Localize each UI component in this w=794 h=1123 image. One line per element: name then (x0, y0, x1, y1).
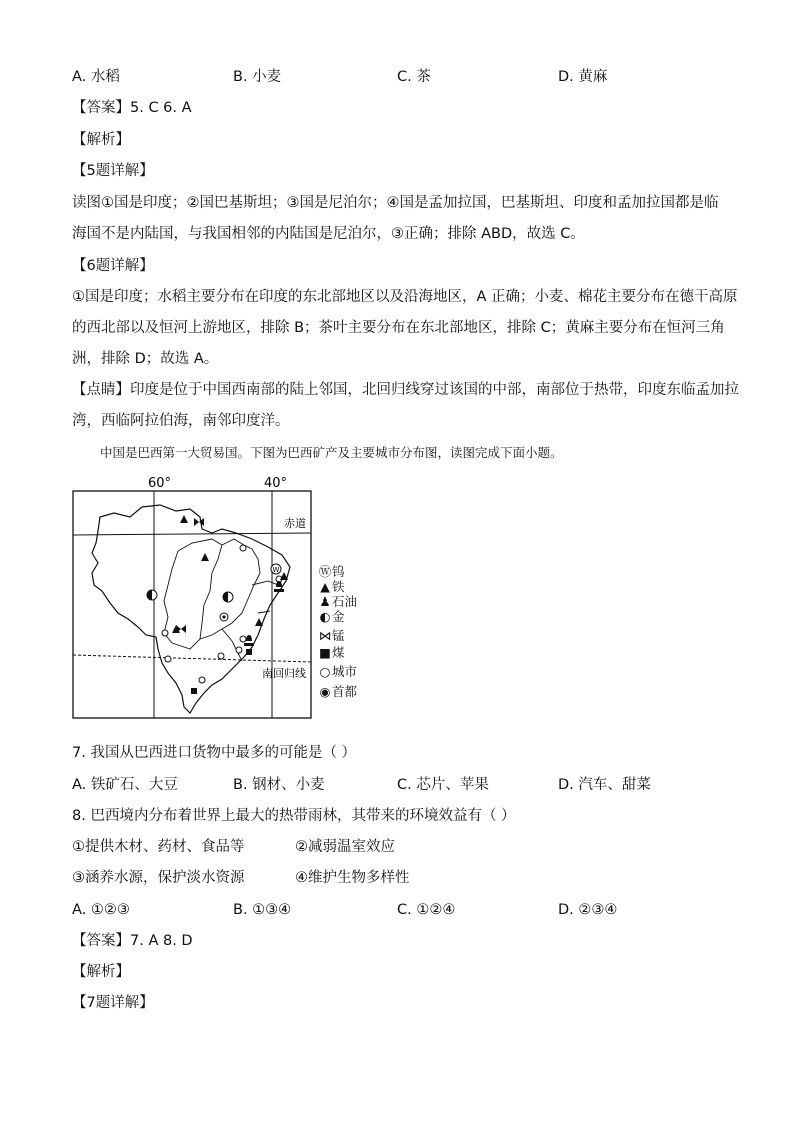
city-icon: ○ (319, 664, 331, 679)
q7-option-d: D. 汽车、甜菜 (558, 777, 651, 793)
iron-icon: ▲ (320, 579, 330, 594)
tungsten-icon: Ⓦ (318, 564, 332, 579)
legend-item-coal: ■煤 (319, 645, 345, 660)
q8-option-b: B. ①③④ (233, 902, 292, 918)
analysis-heading-1: 【解析】 (72, 132, 130, 148)
gold-icon: ◐ (319, 609, 331, 624)
q5-text-line-1: 读图①国是印度；②国巴基斯坦；③国是尼泊尔；④国是孟加拉国，巴基斯坦、印度和孟加拉国都是临 (72, 195, 719, 211)
q8-item-4: ④维护生物多样性 (295, 870, 410, 886)
city-marker (240, 636, 246, 642)
option-b: B. 小麦 (233, 69, 282, 85)
option-c: C. 茶 (397, 69, 431, 85)
q8-item-1: ①提供木材、药材、食品等 (72, 839, 245, 855)
legend-item-iron: ▲ 铁 (318, 579, 345, 595)
option-a: A. 水稻 (72, 69, 120, 85)
answer-text: 5. C 6. A (130, 100, 192, 116)
q8-stem: 8. 巴西境内分布着世界上最大的热带雨林，其带来的环境效益有（ ） (72, 808, 516, 824)
q6-heading: 【6题详解】 (72, 258, 154, 274)
tip-line-1: 【点睛】印度是位于中国西南部的陆上邻国，北回归线穿过该国的中部，南部位于热带，印度东临孟加拉 (72, 382, 739, 398)
manganese-icon: ⋈ (318, 628, 332, 643)
coal-icon: ■ (319, 645, 331, 660)
q7-heading: 【7题详解】 (72, 995, 154, 1011)
coal-marker (191, 688, 197, 694)
city-marker (165, 656, 171, 662)
legend-item-manganese: ⋈锰 (318, 628, 345, 643)
q8-item-3: ③涵养水源，保护淡水资源 (72, 870, 245, 886)
city-marker (240, 545, 246, 551)
equator-label: 赤道 (284, 517, 306, 530)
longitude-40-label: 40° (264, 476, 288, 491)
longitude-60-label: 60° (148, 476, 172, 491)
intro-text: 中国是巴西第一大贸易国。下图为巴西矿产及主要城市分布图，读图完成下面小题。 (100, 445, 563, 460)
legend-item-capital: ◉ 首都 (319, 684, 358, 699)
capital-icon: ◉ (319, 684, 331, 699)
answer-text: 7. A 8. D (130, 933, 193, 949)
coal-marker (246, 649, 252, 655)
legend-item-tungsten: Ⓦ钨 (318, 564, 345, 579)
q5-text-line-2: 海国不是内陆国，与我国相邻的内陆国是尼泊尔，③正确；排除 ABD，故选 C。 (72, 226, 585, 242)
answer-line-1 (72, 98, 192, 118)
tip-line-2: 湾，西临阿拉伯海，南邻印度洋。 (72, 413, 290, 429)
city-marker (236, 647, 242, 653)
legend-item-oil: ♟石油 (319, 594, 358, 609)
q8-option-a: A. ①②③ (72, 902, 130, 918)
answer-label: 【答案】 (72, 933, 130, 949)
q6-text-line-1: ①国是印度；水稻主要分布在印度的东北部地区以及沿海地区，A 正确；小麦、棉花主要分布在德干高原 (72, 289, 738, 305)
oil-icon: ♟ (319, 594, 331, 609)
answer-label: 【答案】 (72, 100, 130, 116)
q8-option-c: C. ①②④ (397, 902, 456, 918)
city-marker (218, 653, 224, 659)
analysis-heading-2: 【解析】 (72, 964, 130, 980)
capital-marker-dot (222, 615, 225, 618)
q7-option-a: A. 铁矿石、大豆 (72, 777, 178, 793)
q8-option-d: D. ②③④ (558, 902, 618, 918)
q6-text-line-3: 洲，排除 D；故选 A。 (72, 351, 219, 367)
tropic-label: 南回归线 (262, 667, 306, 680)
city-marker (162, 630, 168, 636)
answer-line-2 (72, 931, 193, 951)
q7-stem: 7. 我国从巴西进口货物中最多的可能是（ ） (72, 745, 357, 761)
q7-option-c: C. 芯片、苹果 (397, 777, 489, 793)
city-marker (199, 677, 205, 683)
q6-text-line-2: 的西北部以及恒河上游地区，排除 B；茶叶主要分布在东北部地区，排除 C；黄麻主要分布在恒河三角 (72, 320, 725, 336)
q8-item-2: ②减弱温室效应 (295, 839, 395, 855)
map-frame (73, 491, 311, 718)
q5-heading: 【5题详解】 (72, 163, 154, 179)
q7-option-b: B. 钢材、小麦 (233, 777, 325, 793)
option-d: D. 黄麻 (558, 69, 608, 85)
legend-item-city: ○ 城市 (319, 664, 358, 679)
legend-item-gold: ◐ 金 (319, 609, 345, 624)
tungsten-marker-letter: W (272, 566, 280, 574)
